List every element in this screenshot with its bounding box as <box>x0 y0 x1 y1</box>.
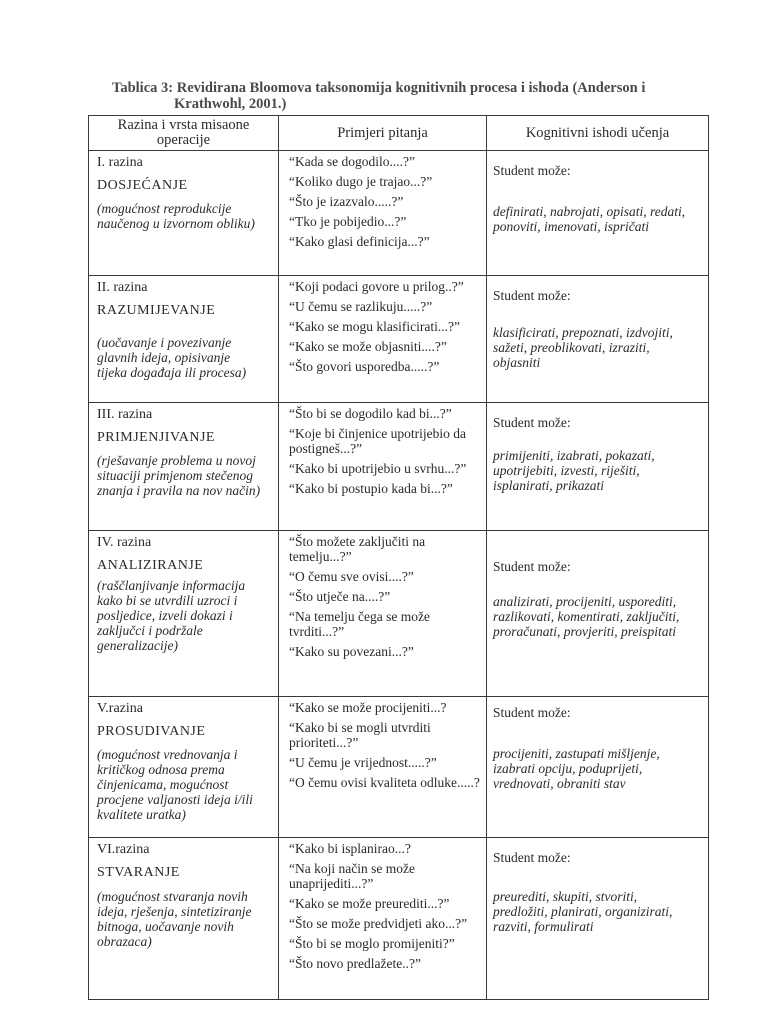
level-name: RAZUMIJEVANJE <box>97 303 216 318</box>
description-line: posljedice, izveli dokazi i <box>97 608 233 623</box>
outcomes-cell <box>487 531 709 697</box>
example-question: “Što je izazvalo.....?” <box>289 194 404 209</box>
example-question: “Koje bi činjenice upotrijebio da postigneš...?” <box>289 426 466 456</box>
example-question: “Kako se može preurediti...?” <box>289 896 450 911</box>
level-cell <box>89 697 279 838</box>
outcomes-cell <box>487 403 709 531</box>
questions-cell <box>279 276 487 403</box>
table-row <box>89 531 709 697</box>
outcome-verbs <box>493 746 702 791</box>
example-question: “Na temelju čega se može tvrditi...?” <box>289 609 430 639</box>
example-question: “Koliko dugo je trajao...?” <box>289 174 433 189</box>
verbs-line: vrednovati, obraniti stav <box>493 776 626 791</box>
level-description <box>97 201 272 231</box>
description-line: bitnoga, uočavanje novih <box>97 919 234 934</box>
description-line: situaciji primjenom stečenog <box>97 468 253 483</box>
description-line: zaključci i podržale <box>97 623 203 638</box>
verbs-line: ponoviti, imenovati, ispričati <box>493 219 649 234</box>
example-question: “Kada se dogodilo....?” <box>289 154 415 169</box>
student-can-label: Student može: <box>493 559 571 574</box>
verbs-line: predložiti, planirati, organizirati, <box>493 904 673 919</box>
verbs-line: razviti, formulirati <box>493 919 594 934</box>
description-line: (uočavanje i povezivanje <box>97 335 232 350</box>
outcomes-cell <box>487 151 709 276</box>
level-description <box>97 747 272 822</box>
example-question: “Kako se može objasniti....?” <box>289 339 447 354</box>
example-question: “Što novo predlažete..?” <box>289 956 421 971</box>
caption-line-2: Krathwohl, 2001.) <box>174 96 287 112</box>
verbs-line: razlikovati, komentirati, zaključiti, <box>493 609 680 624</box>
level-name: STVARANJE <box>97 865 180 880</box>
description-line: tijeka događaja ili procesa) <box>97 365 247 380</box>
verbs-line: preurediti, skupiti, stvoriti, <box>493 889 638 904</box>
description-line: procjene valjanosti ideja i/ili <box>97 792 253 807</box>
verbs-line: upotrijebiti, izvesti, riješiti, <box>493 463 640 478</box>
table-row <box>89 276 709 403</box>
description-line: naučenog u izvornom obliku) <box>97 216 255 231</box>
description-line: kritičkog odnosa prema <box>97 762 225 777</box>
description-line: (raščlanjivanje informacija <box>97 578 246 593</box>
description-line: (mogućnost stvaranja novih <box>97 889 248 904</box>
student-can-label: Student može: <box>493 705 571 720</box>
verbs-line: objasniti <box>493 355 541 370</box>
example-question: “Koji podaci govore u prilog..?” <box>289 279 464 294</box>
example-question: “Što utječe na....?” <box>289 589 391 604</box>
verbs-line: isplanirati, prikazati <box>493 478 605 493</box>
level-name: ANALIZIRANJE <box>97 558 204 573</box>
example-question: “Kako su povezani...?” <box>289 644 414 659</box>
description-line: (mogućnost vrednovanja i <box>97 747 238 762</box>
level-name: PRIMJENJIVANJE <box>97 430 215 445</box>
table-row <box>89 403 709 531</box>
example-question: “Kako bi se mogli utvrditi prioriteti...?” <box>289 720 431 750</box>
example-question: “Kako se može procijeniti...? <box>289 700 447 715</box>
header-example-questions: Primjeri pitanja <box>279 116 487 151</box>
level-number: I. razina <box>97 155 143 170</box>
header-cognitive-outcomes: Kognitivni ishodi učenja <box>487 116 709 151</box>
verbs-line: definirati, nabrojati, opisati, redati, <box>493 204 686 219</box>
level-number: II. razina <box>97 280 148 295</box>
verbs-line: proračunati, provjeriti, preispitati <box>493 624 676 639</box>
level-name: PROSUDIVANJE <box>97 724 206 739</box>
outcome-verbs <box>493 594 702 639</box>
student-can-label: Student može: <box>493 163 571 178</box>
example-question: “Što možete zaključiti na temelju...?” <box>289 534 426 564</box>
example-question: “U čemu je vrijednost.....?” <box>289 755 437 770</box>
outcome-verbs <box>493 889 702 934</box>
student-can-label: Student može: <box>493 850 571 865</box>
outcome-verbs <box>493 448 702 493</box>
description-line: kvalitete uratka) <box>97 807 186 822</box>
verbs-line: sažeti, preoblikovati, izraziti, <box>493 340 650 355</box>
table-caption <box>112 80 692 112</box>
header-level-type-line: Razina i vrsta misaone <box>117 117 250 133</box>
student-can-label: Student može: <box>493 415 571 430</box>
example-question: “Kako bi upotrijebio u svrhu...?” <box>289 461 467 476</box>
example-question: “Tko je pobijedio...?” <box>289 214 407 229</box>
outcome-verbs <box>493 325 702 370</box>
table-row <box>89 838 709 1000</box>
level-description <box>97 578 272 653</box>
bloom-taxonomy-table <box>88 115 709 1000</box>
example-question: “U čemu se razlikuju.....?” <box>289 299 433 314</box>
level-description <box>97 335 272 380</box>
example-question: “Što se može predvidjeti ako...?” <box>289 916 468 931</box>
header-level-type-line: operacije <box>156 132 211 148</box>
level-number: IV. razina <box>97 535 152 550</box>
verbs-line: analizirati, procijeniti, usporediti, <box>493 594 677 609</box>
description-line: generalizacije) <box>97 638 178 653</box>
header-level-type <box>89 116 279 151</box>
description-line: kako bi se utvrdili uzroci i <box>97 593 238 608</box>
example-question: “Kako glasi definicija...?” <box>289 234 430 249</box>
table-row <box>89 151 709 276</box>
questions-cell <box>279 403 487 531</box>
questions-cell <box>279 838 487 1000</box>
description-line: obrazaca) <box>97 934 152 949</box>
example-question: “Kako bi postupio kada bi...?” <box>289 481 453 496</box>
verbs-line: izabrati opciju, poduprijeti, <box>493 761 643 776</box>
example-question: “Kako se mogu klasificirati...?” <box>289 319 460 334</box>
description-line: (rješavanje problema u novoj <box>97 453 256 468</box>
level-description <box>97 889 272 949</box>
level-description <box>97 453 272 498</box>
questions-cell <box>279 151 487 276</box>
level-cell <box>89 531 279 697</box>
questions-cell <box>279 697 487 838</box>
verbs-line: primijeniti, izabrati, pokazati, <box>493 448 655 463</box>
example-question: “Što bi se dogodilo kad bi...?” <box>289 406 452 421</box>
example-question: “O čemu ovisi kvaliteta odluke.....? <box>289 775 480 790</box>
table-header-row <box>89 116 709 151</box>
level-cell <box>89 838 279 1000</box>
example-question: “O čemu sve ovisi....?” <box>289 569 414 584</box>
example-question: “Što bi se moglo promijeniti?” <box>289 936 455 951</box>
questions-cell <box>279 531 487 697</box>
level-number: III. razina <box>97 407 153 422</box>
outcome-verbs <box>493 204 702 234</box>
description-line: činjenicama, mogućnost <box>97 777 229 792</box>
description-line: znanja i pravila na nov način) <box>97 483 261 498</box>
outcomes-cell <box>487 838 709 1000</box>
example-question: “Na koji način se može unaprijediti...?” <box>289 861 415 891</box>
level-name: DOSJEĆANJE <box>97 178 188 193</box>
level-cell <box>89 403 279 531</box>
verbs-line: procijeniti, zastupati mišljenje, <box>493 746 660 761</box>
level-cell <box>89 151 279 276</box>
description-line: glavnih ideja, opisivanje <box>97 350 231 365</box>
example-question: “Kako bi isplanirao...? <box>289 841 411 856</box>
outcomes-cell <box>487 697 709 838</box>
description-line: (mogućnost reprodukcije <box>97 201 232 216</box>
verbs-line: klasificirati, prepoznati, izdvojiti, <box>493 325 673 340</box>
student-can-label: Student može: <box>493 288 571 303</box>
outcomes-cell <box>487 276 709 403</box>
caption-line-1: Tablica 3: Revidirana Bloomova taksonomija kognitivnih procesa i ishoda (Anderson i <box>112 80 646 96</box>
example-question: “Što govori usporedba.....?” <box>289 359 440 374</box>
table-row <box>89 697 709 838</box>
level-number: V.razina <box>97 701 143 716</box>
level-number: VI.razina <box>97 842 150 857</box>
description-line: ideja, rješenja, sintetiziranje <box>97 904 252 919</box>
level-cell <box>89 276 279 403</box>
